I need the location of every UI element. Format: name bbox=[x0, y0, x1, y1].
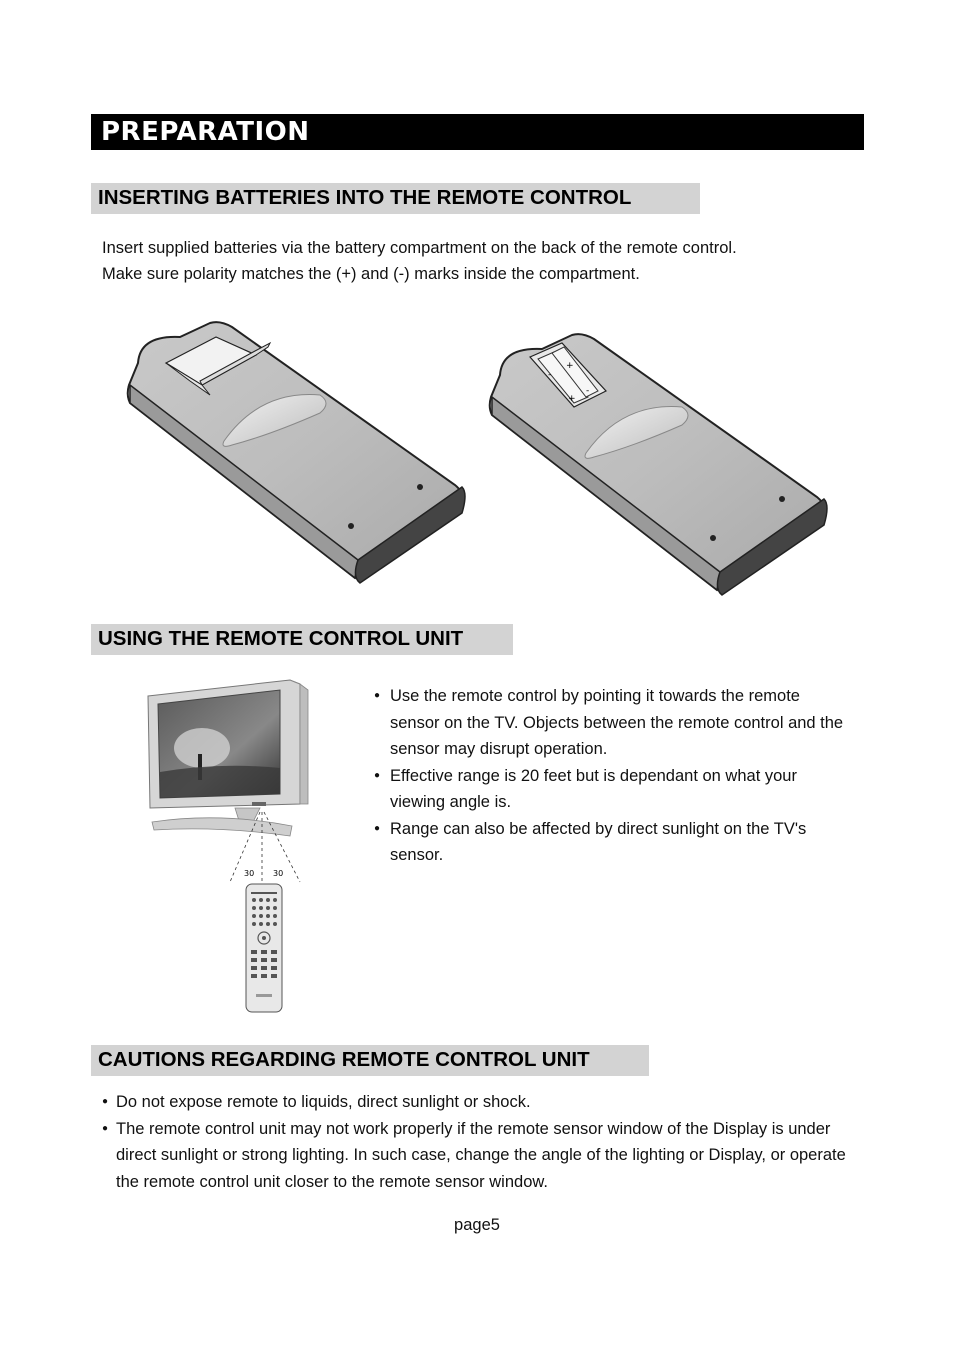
section-title-cautions: CAUTIONS REGARDING REMOTE CONTROL UNIT bbox=[98, 1048, 590, 1071]
section-header-batteries bbox=[91, 183, 700, 214]
using-bullet-1: ● Use the remote control by pointing it towards the remote sensor on the TV. Objects between the remote control and the sensor may disrupt operation. bbox=[372, 683, 852, 763]
page-number: page5 bbox=[454, 1216, 500, 1234]
batteries-line-1: Insert supplied batteries via the battery compartment on the back of the remote control. bbox=[102, 239, 737, 257]
batteries-instructions bbox=[102, 235, 882, 287]
batteries-line-2: Make sure polarity matches the (+) and (-) marks inside the compartment. bbox=[102, 265, 640, 283]
cautions-bullet-2: ● The remote control unit may not work properly if the remote sensor window of the Display is under direct sunlight or strong lighting. In such case, change the angle of the lighting or Display, or operate the remote control unit closer to the remote sensor window. bbox=[100, 1116, 870, 1196]
remote-battery-illustrations bbox=[120, 315, 840, 600]
page-title: PREPARATION bbox=[101, 117, 310, 147]
tv-illustration bbox=[148, 680, 308, 836]
remote-front-illustration bbox=[246, 884, 282, 1012]
remote-open-lid bbox=[128, 322, 465, 583]
polarity-plus-bottom: + bbox=[568, 394, 576, 404]
cautions-bullet-list bbox=[100, 1089, 870, 1195]
polarity-plus-top: + bbox=[566, 361, 574, 371]
section-header-using bbox=[91, 624, 513, 655]
polarity-minus-top: - bbox=[548, 370, 552, 380]
angle-label-right: 30 bbox=[273, 869, 284, 878]
remote-batteries-inserted bbox=[490, 334, 827, 595]
section-title-using: USING THE REMOTE CONTROL UNIT bbox=[98, 627, 464, 650]
page-title-bar bbox=[91, 114, 864, 150]
tv-remote-range-illustration bbox=[140, 676, 315, 1016]
using-bullet-2: ● Effective range is 20 feet but is dependant on what your viewing angle is. bbox=[372, 763, 852, 816]
using-bullet-3: ● Range can also be affected by direct sunlight on the TV's sensor. bbox=[372, 816, 852, 869]
section-header-cautions bbox=[91, 1045, 649, 1076]
angle-label-left: 30 bbox=[244, 869, 255, 878]
using-bullet-list bbox=[372, 683, 852, 869]
polarity-minus-bottom: - bbox=[586, 386, 590, 396]
cautions-bullet-1: ● Do not expose remote to liquids, direct sunlight or shock. bbox=[100, 1089, 870, 1116]
section-title-batteries: INSERTING BATTERIES INTO THE REMOTE CONTROL bbox=[98, 186, 632, 209]
